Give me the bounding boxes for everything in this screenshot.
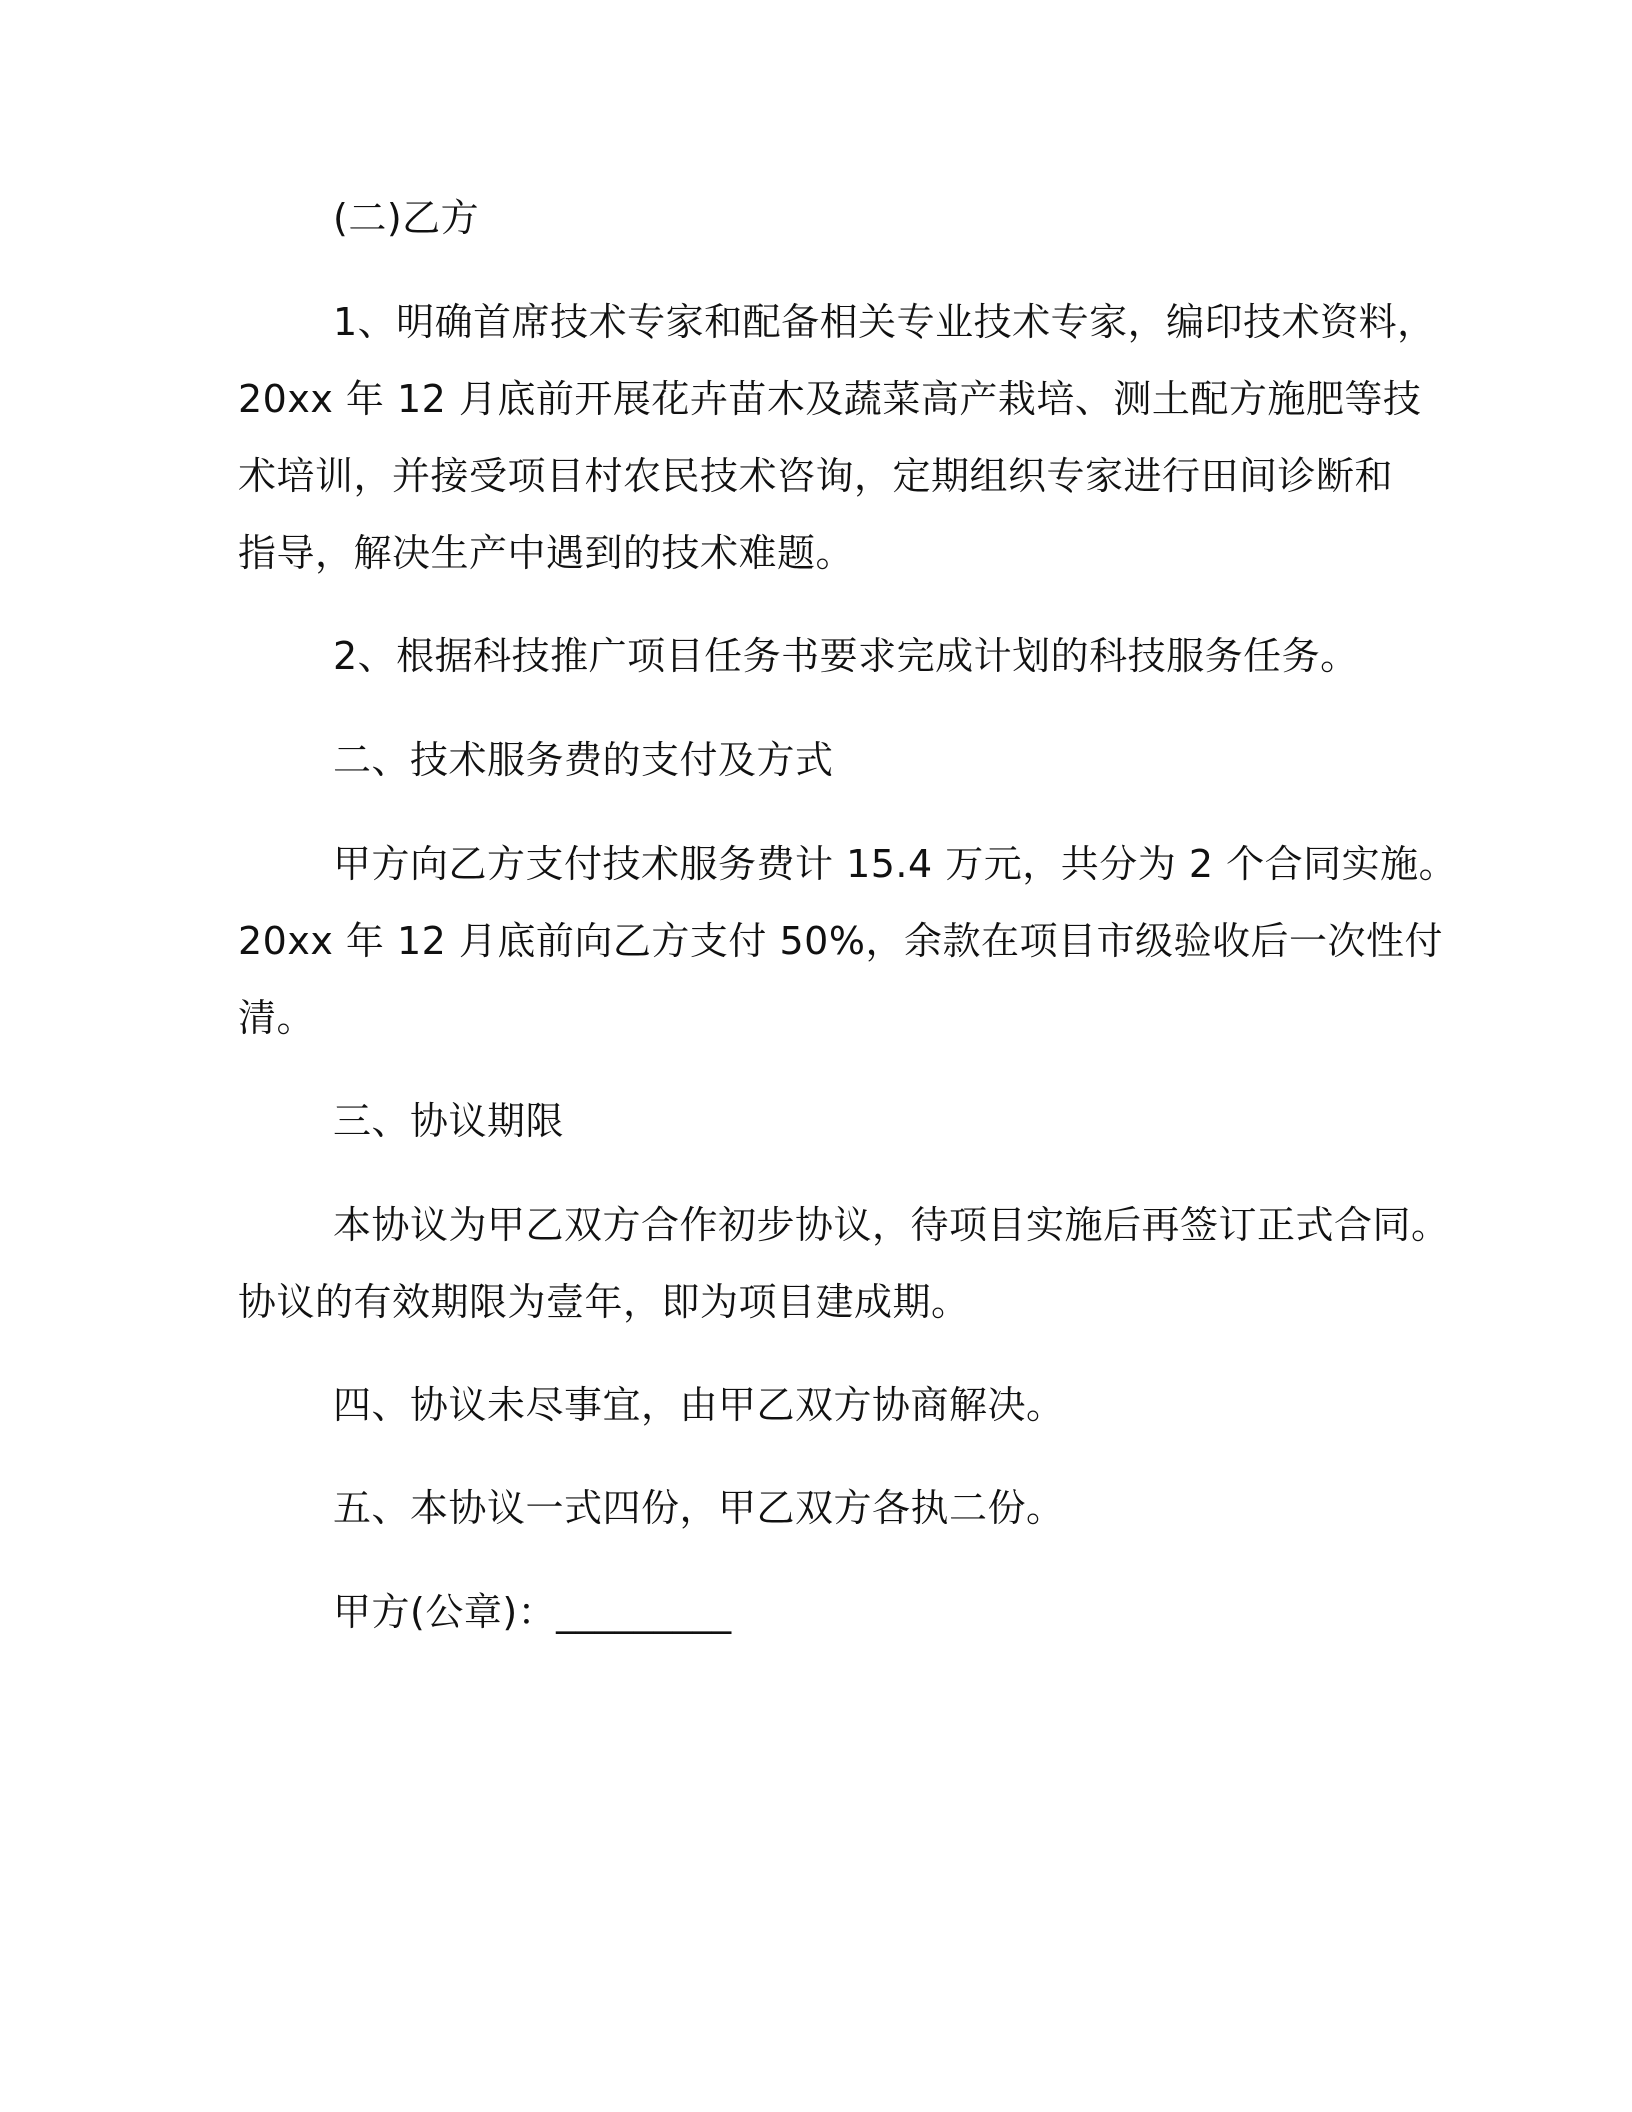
section5-line: 五、本协议一式四份，甲乙双方各执二份。 — [333, 1486, 1065, 1530]
item1-line-2: 20xx 年 12 月底前开展花卉苗木及蔬菜高产栽培、测土配方施肥等技 — [238, 377, 1422, 421]
section2-line-3: 清。 — [238, 996, 316, 1040]
section3-line-2: 协议的有效期限为壹年，即为项目建成期。 — [238, 1280, 970, 1324]
section2-line-2: 20xx 年 12 月底前向乙方支付 50%，余款在项目市级验收后一次性付 — [238, 919, 1443, 963]
heading-party-b: (二)乙方 — [333, 196, 480, 240]
party-a-seal-line: 甲方(公章)：_________ — [333, 1590, 732, 1634]
section4-line: 四、协议未尽事宜，由甲乙双方协商解决。 — [333, 1383, 1065, 1427]
section2-title: 二、技术服务费的支付及方式 — [333, 738, 834, 782]
item1-line-1: 1、明确首席技术专家和配备相关专业技术专家，编印技术资料， — [333, 300, 1436, 344]
section3-title: 三、协议期限 — [333, 1099, 565, 1143]
item1-line-3: 术培训，并接受项目村农民技术咨询，定期组织专家进行田间诊断和 — [238, 454, 1394, 498]
section2-line-1: 甲方向乙方支付技术服务费计 15.4 万元，共分为 2 个合同实施。 — [333, 842, 1458, 886]
section3-line-1: 本协议为甲乙双方合作初步协议，待项目实施后再签订正式合同。 — [333, 1203, 1450, 1247]
item2-line: 2、根据科技推广项目任务书要求完成计划的科技服务任务。 — [333, 634, 1359, 678]
item1-line-4: 指导，解决生产中遇到的技术难题。 — [238, 531, 855, 575]
